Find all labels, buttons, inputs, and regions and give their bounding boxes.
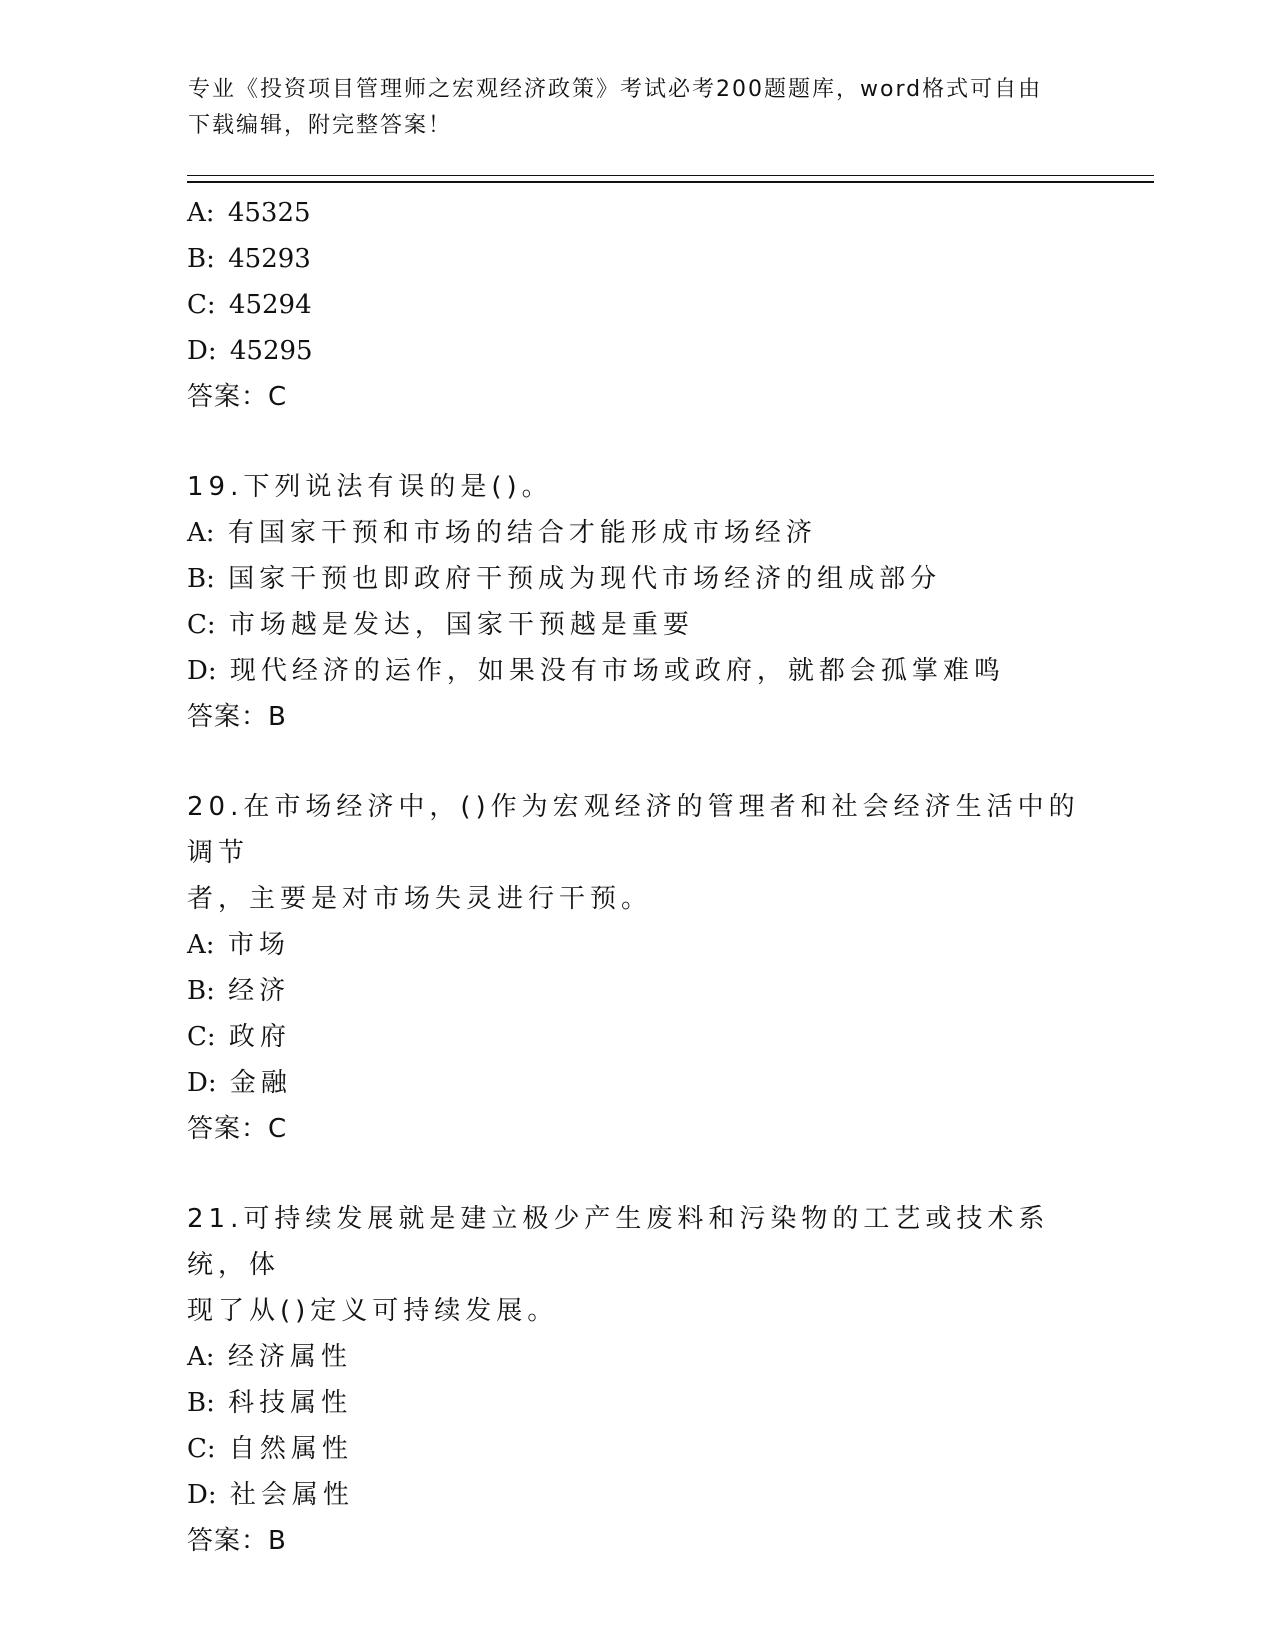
option-letter: D:	[187, 336, 217, 366]
option-d	[187, 1472, 1087, 1518]
option-text: 45325	[227, 198, 311, 228]
spacer	[187, 1152, 1087, 1196]
document-header	[188, 72, 1068, 144]
option-a	[187, 510, 1087, 556]
option-b	[187, 556, 1087, 602]
option-c	[187, 1426, 1087, 1472]
option-a	[187, 190, 1087, 236]
question-19	[187, 464, 1087, 740]
header-line-1: 专业《投资项目管理师之宏观经济政策》考试必考200题题库，word格式可自由	[188, 77, 1043, 102]
option-letter: D:	[187, 1480, 217, 1510]
option-d	[187, 328, 1087, 374]
option-letter: C:	[187, 1434, 216, 1464]
spacer	[187, 420, 1087, 464]
option-d	[187, 1060, 1087, 1106]
question-stem: 19.下列说法有误的是()。	[187, 472, 553, 502]
option-text: 市场越是发达，国家干预越是重要	[228, 610, 694, 640]
option-letter: B:	[187, 564, 215, 594]
option-text: 经济	[228, 976, 291, 1006]
spacer	[187, 740, 1087, 784]
option-letter: C:	[187, 1022, 216, 1052]
header-rule-thin	[187, 175, 1154, 176]
option-c	[187, 602, 1087, 648]
option-a	[187, 922, 1087, 968]
option-letter: C:	[187, 610, 216, 640]
option-text: 政府	[228, 1022, 291, 1052]
option-text: 45294	[228, 290, 312, 320]
option-text: 现代经济的运作，如果没有市场或政府，就都会孤掌难鸣	[229, 656, 1005, 686]
option-letter: C:	[187, 290, 216, 320]
option-c	[187, 282, 1087, 328]
option-text: 经济属性	[227, 1342, 352, 1372]
option-letter: A:	[187, 930, 215, 960]
option-text: 社会属性	[229, 1480, 354, 1510]
option-text: 国家干预也即政府干预成为现代市场经济的组成部分	[228, 564, 942, 594]
option-letter: A:	[187, 518, 215, 548]
option-text: 45295	[229, 336, 313, 366]
header-line-2: 下载编辑，附完整答案！	[188, 113, 453, 138]
option-b	[187, 236, 1087, 282]
option-b	[187, 968, 1087, 1014]
question-stem-line-2: 者，主要是对市场失灵进行干预。	[187, 884, 653, 914]
option-b	[187, 1380, 1087, 1426]
option-d	[187, 648, 1087, 694]
answer-line: 答案：B	[187, 1526, 287, 1556]
option-text: 科技属性	[228, 1388, 353, 1418]
option-letter: A:	[187, 198, 215, 228]
answer-line: 答案：B	[187, 702, 287, 732]
option-text: 金融	[229, 1068, 292, 1098]
option-letter: B:	[187, 244, 215, 274]
option-a	[187, 1334, 1087, 1380]
option-letter: D:	[187, 1068, 217, 1098]
option-letter: A:	[187, 1342, 215, 1372]
header-rule-thick	[187, 181, 1154, 183]
answer-line: 答案：C	[187, 382, 288, 412]
question-20	[187, 784, 1087, 1152]
option-text: 自然属性	[228, 1434, 353, 1464]
option-letter: B:	[187, 1388, 215, 1418]
option-text: 45293	[228, 244, 311, 274]
option-letter: D:	[187, 656, 217, 686]
option-letter: B:	[187, 976, 215, 1006]
question-list	[187, 190, 1087, 1564]
option-text: 有国家干预和市场的结合才能形成市场经济	[227, 518, 817, 548]
option-c	[187, 1014, 1087, 1060]
question-stem-line-1: 20.在市场经济中，()作为宏观经济的管理者和社会经济生活中的调节	[187, 792, 1080, 868]
option-text: 市场	[227, 930, 290, 960]
question-stem-line-1: 21.可持续发展就是建立极少产生废料和污染物的工艺或技术系统，体	[187, 1204, 1050, 1280]
question-stem-line-2: 现了从()定义可持续发展。	[187, 1296, 559, 1326]
question-18-continued	[187, 190, 1087, 420]
answer-line: 答案：C	[187, 1114, 288, 1144]
question-21	[187, 1196, 1087, 1564]
